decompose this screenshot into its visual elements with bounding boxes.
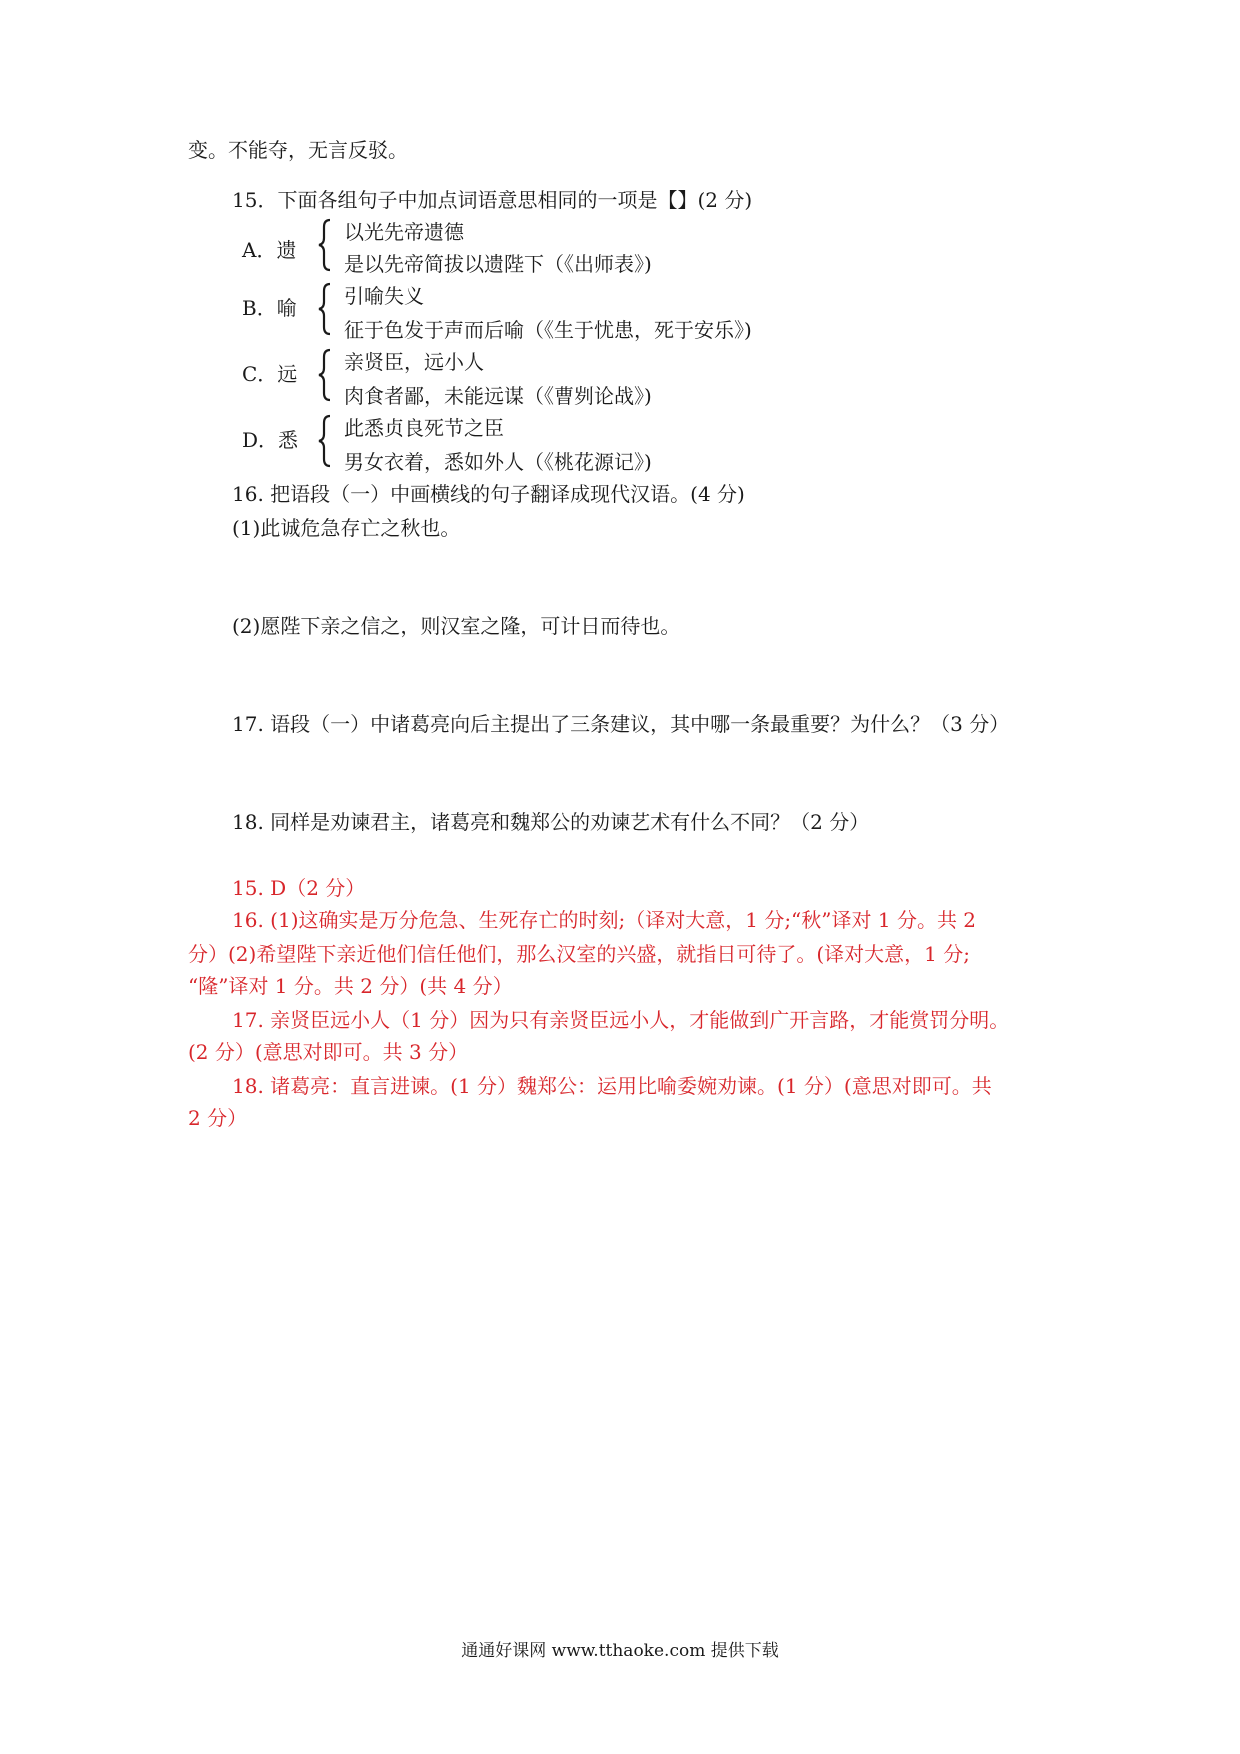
option-b-line2: 征于色发于声而后喻（《生于忧患，死于安乐》) [344, 318, 752, 342]
answer-16-line3: “隆”译对 1 分。共 2 分）(共 4 分） [188, 974, 513, 998]
brace-icon [318, 414, 332, 468]
question-16-sentence-1: (1)此诚危急存亡之秋也。 [232, 516, 461, 540]
brace-icon [318, 348, 332, 402]
option-c-label: C．远 [242, 362, 298, 386]
question-15: 15．下面各组句子中加点词语意思相同的一项是【】(2 分) [232, 188, 753, 212]
option-a-label: A．遗 [242, 238, 297, 262]
question-17: 17. 语段（一）中诸葛亮向后主提出了三条建议，其中哪一条最重要？为什么？（3 分） [232, 712, 1010, 736]
answer-15: 15. D（2 分） [232, 876, 366, 900]
option-b-label: B．喻 [242, 296, 297, 320]
option-a-line1: 以光先帝遗德 [344, 220, 464, 244]
option-d-label: D．悉 [242, 428, 299, 452]
footer-source: 通通好课网 www.tthaoke.com 提供下载 [461, 1641, 779, 1661]
question-16: 16. 把语段（一）中画横线的句子翻译成现代汉语。(4 分) [232, 482, 745, 506]
option-a-line2: 是以先帝简拔以遗陛下（《出师表》) [344, 252, 652, 276]
answer-17-line1: 17. 亲贤臣远小人（1 分）因为只有亲贤臣远小人，才能做到广开言路，才能赏罚分明。 [232, 1008, 1010, 1032]
brace-icon [318, 282, 332, 336]
option-b-line1: 引喻失义 [344, 284, 424, 308]
answer-16-line1: 16. (1)这确实是万分危急、生死存亡的时刻;（译对大意，1 分;“秋”译对 1 分。共 2 [232, 908, 977, 932]
question-18: 18. 同样是劝谏君主，诸葛亮和魏郑公的劝谏艺术有什么不同？（2 分） [232, 810, 870, 834]
question-16-sentence-2: (2)愿陛下亲之信之，则汉室之隆，可计日而待也。 [232, 614, 681, 638]
option-d-line2: 男女衣着，悉如外人（《桃花源记》) [344, 450, 652, 474]
option-c-line2: 肉食者鄙，未能远谋（《曹刿论战》) [344, 384, 652, 408]
answer-16-line2: 分）(2)希望陛下亲近他们信任他们，那么汉室的兴盛，就指日可待了。(译对大意，1 分; [188, 942, 970, 966]
option-c-line1: 亲贤臣，远小人 [344, 350, 484, 374]
answer-17-line2: (2 分）(意思对即可。共 3 分） [188, 1040, 469, 1064]
brace-icon [318, 218, 332, 272]
answer-18-line2: 2 分） [188, 1106, 248, 1130]
answer-18-line1: 18. 诸葛亮：直言进谏。(1 分）魏郑公：运用比喻委婉劝谏。(1 分）(意思对即可。共 [232, 1074, 992, 1098]
option-d-line1: 此悉贞良死节之臣 [344, 416, 504, 440]
continued-text: 变。不能夺，无言反驳。 [188, 138, 408, 162]
